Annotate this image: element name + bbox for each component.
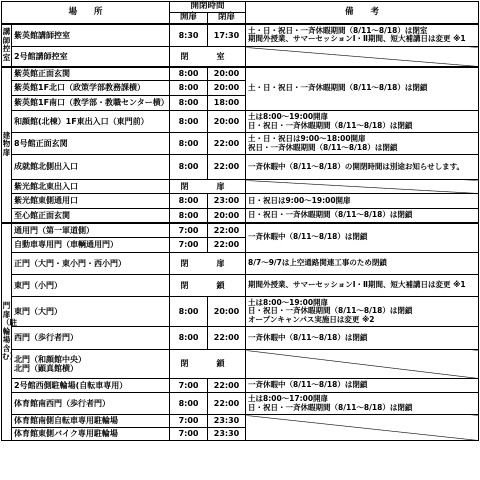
close-time: 23:00: [208, 194, 246, 209]
note-line: 期間外授業、サマーセッションⅠ・Ⅱ期間、短大補講日は変更 ※1: [248, 280, 466, 290]
note-cell: [246, 194, 479, 209]
note-line: 土は8:00～19:00開扉: [248, 111, 329, 121]
place-cell: 成就館北側出入口: [12, 155, 170, 180]
note-line: 土・日・祝日・一斉休暇期間（8/11～8/18）は閉鎖: [248, 83, 428, 93]
open-time: 7:00: [170, 428, 208, 441]
place-cell: [12, 350, 170, 379]
category-building-door: 建物扉: [2, 67, 12, 223]
open-time: 8:00: [170, 67, 208, 81]
close-time: 22:00: [208, 238, 246, 253]
note-cell: [246, 327, 479, 350]
place-cell: 通用門（第一軍道側）: [12, 223, 170, 238]
note-line: 日・祝日・一斉休暇期間（8/11～8/18）は閉鎖: [248, 120, 413, 130]
open-time: 8:00: [170, 96, 208, 111]
note-line: 日・祝日は9:00～19:00開扉: [248, 195, 351, 205]
place-cell: 和顔館(北棟）1F東出入口（東門前）: [12, 111, 170, 133]
close-time: 20:00: [208, 81, 246, 96]
close-time: 20:00: [208, 111, 246, 133]
place-cell: 東門（小門）: [12, 275, 170, 297]
open-time: 8:00: [170, 111, 208, 133]
place-cell: 紫英館講師控室: [12, 24, 170, 47]
place-cell: 正門（大門・東小門・西小門）: [12, 253, 170, 275]
header-hours: 開閉時間: [170, 2, 246, 13]
place-cell: 紫英館1F北口（政策学部教務課横）: [12, 81, 170, 96]
open-time: 8:00: [170, 297, 208, 327]
note-line: 祝日・一斉休暇期間（8/11～8/18）は閉鎖: [248, 142, 398, 152]
door-hours-table: [1, 1, 479, 441]
open-time: 7:00: [170, 238, 208, 253]
note-line: 土は8:00～17:00開扉: [248, 393, 329, 403]
close-time: 23:30: [208, 428, 246, 441]
place-cell: 紫光館北東出入口: [12, 180, 170, 194]
category-gate: 門扉（駐輪場含む）: [2, 223, 12, 441]
place-cell: 西門（歩行者門）: [12, 327, 170, 350]
note-line: 日・祝日・一斉休暇期間（8/11～8/18）は閉鎖: [248, 402, 413, 412]
note-cell: [246, 223, 479, 253]
place-line: 北門（顕真館横）: [14, 364, 78, 373]
place-cell: 2号館西側駐輪場(自転車専用）: [12, 379, 170, 393]
note-line: 土・日・祝日は9:00～18:00開扉: [248, 133, 366, 143]
header-place: 場 所: [2, 2, 170, 24]
note-cell: [246, 67, 479, 111]
place-cell: 体育館東側バイク専用駐輪場: [12, 428, 170, 441]
open-time: 8:00: [170, 133, 208, 155]
header-notes: 備 考: [246, 2, 479, 24]
empty-note-cell: [246, 350, 479, 379]
status-cell: 閉 鎖: [170, 275, 246, 297]
open-time: 8:00: [170, 327, 208, 350]
place-cell: 紫英館正面玄関: [12, 67, 170, 81]
place-cell: 紫英館1F南口（教学部・教職センター横）: [12, 96, 170, 111]
empty-note-cell: [246, 47, 479, 67]
place-cell: 8号館正面玄関: [12, 133, 170, 155]
note-line: 一斉休暇中（8/11～8/18）は閉鎖: [248, 380, 368, 390]
open-time: 8:00: [170, 209, 208, 223]
place-cell: 自動車専用門（車輌通用門）: [12, 238, 170, 253]
close-time: 22:00: [208, 327, 246, 350]
note-cell: [246, 111, 479, 133]
close-time: 23:30: [208, 415, 246, 428]
category-lecturer-room: 講師控室: [2, 24, 12, 67]
status-cell: 閉 扉: [170, 180, 246, 194]
open-time: 8:30: [170, 24, 208, 47]
header-open: 開扉: [170, 13, 208, 24]
status-cell: 閉 鎖: [170, 350, 246, 379]
note-cell: [246, 253, 479, 275]
note-line: 土・日・祝日・一斉休暇期間（8/11～8/18）は閉室: [248, 25, 428, 35]
place-cell: 体育館南側自転車専用駐輪場: [12, 415, 170, 428]
note-cell: [246, 297, 479, 327]
note-line: 期間外授業、サマーセッションⅠ・Ⅱ期間、短大補講日は変更 ※1: [248, 34, 466, 44]
close-time: 22:00: [208, 393, 246, 415]
place-cell: 紫光館東側通用口: [12, 194, 170, 209]
note-line: 一斉休暇中（8/11～8/18）の開閉時間は別途お知らせします。: [248, 161, 464, 171]
place-line: 北門（和顔館中央）: [14, 354, 86, 364]
open-time: 8:00: [170, 155, 208, 180]
close-time: 22:00: [208, 379, 246, 393]
note-line: 日・祝日・一斉休暇期間（8/11～8/18）は閉鎖: [248, 209, 413, 219]
note-line: 一斉休暇中（8/11～8/18）は閉鎖: [248, 232, 368, 242]
note-line: オープンキャンパス実施日は変更 ※2: [248, 314, 375, 324]
status-cell: 閉 室: [170, 47, 246, 67]
open-time: 8:00: [170, 393, 208, 415]
open-time: 7:00: [170, 379, 208, 393]
close-time: 18:00: [208, 96, 246, 111]
note-cell: [246, 133, 479, 155]
close-time: 22:00: [208, 155, 246, 180]
header-close: 閉扉: [208, 13, 246, 24]
place-cell: 至心館正面玄関: [12, 209, 170, 223]
close-time: 20:00: [208, 209, 246, 223]
note-cell: [246, 379, 479, 393]
place-cell: 体育館南西門（歩行者門）: [12, 393, 170, 415]
close-time: 22:00: [208, 223, 246, 238]
note-cell: [246, 393, 479, 415]
note-cell: [246, 209, 479, 223]
close-time: 20:00: [208, 67, 246, 81]
empty-note-cell: [246, 180, 479, 194]
place-cell: 東門（大門）: [12, 297, 170, 327]
note-line: 土は8:00～19:00開扉: [248, 297, 329, 307]
open-time: 8:00: [170, 81, 208, 96]
note-cell: [246, 155, 479, 180]
open-time: 7:00: [170, 415, 208, 428]
close-time: 20:00: [208, 297, 246, 327]
close-time: 22:00: [208, 133, 246, 155]
open-time: 8:00: [170, 194, 208, 209]
note-line: 一斉休暇中（8/11～8/18）は閉鎖: [248, 332, 368, 342]
status-cell: 閉 扉: [170, 253, 246, 275]
note-cell: [246, 275, 479, 297]
note-line: 8/7～9/7は上空通路関連工事のため閉鎖: [248, 258, 387, 268]
note-line: 日・祝日・一斉休暇期間（8/11～8/18）は閉鎖: [248, 306, 413, 316]
place-cell: 2号館講師控室: [12, 47, 170, 67]
empty-note-cell: [246, 415, 479, 441]
close-time: 17:30: [208, 24, 246, 47]
note-cell: [246, 24, 479, 47]
open-time: 7:00: [170, 223, 208, 238]
